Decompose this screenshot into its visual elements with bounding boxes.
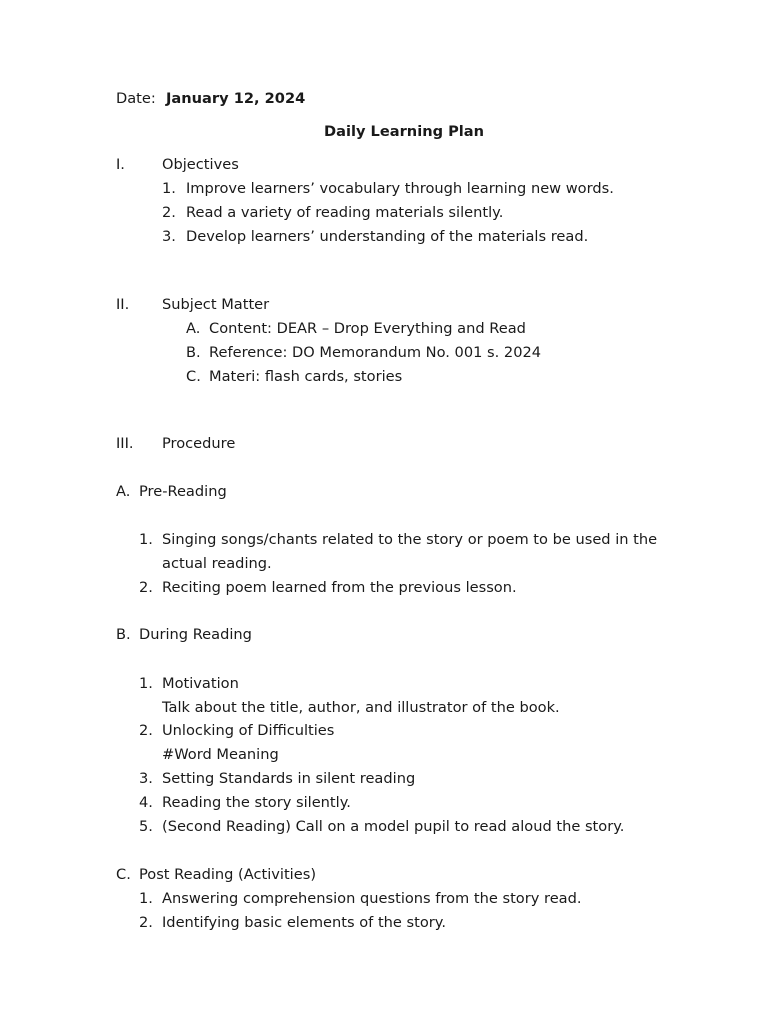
during-reading-item: Unlocking of Difficulties (162, 722, 335, 739)
subsection-heading-post-reading: Post Reading (Activities) (139, 866, 317, 883)
pre-reading-item-continuation: actual reading. (162, 555, 272, 572)
during-reading-marker: 5. (139, 818, 153, 835)
subsection-marker-during-reading: B. (116, 626, 131, 643)
post-reading-item: Identifying basic elements of the story. (162, 914, 446, 931)
subsection-heading-during-reading: During Reading (139, 626, 252, 643)
during-reading-item-detail: Talk about the title, author, and illustrator of the book. (162, 699, 560, 716)
objective-item: Improve learners’ vocabulary through learning new words. (186, 180, 614, 197)
during-reading-item: Setting Standards in silent reading (162, 770, 416, 787)
section-numeral-objectives: I. (116, 156, 125, 173)
during-reading-item: (Second Reading) Call on a model pupil to read aloud the story. (162, 818, 625, 835)
subject-matter-item: Content: DEAR – Drop Everything and Read (209, 320, 526, 337)
during-reading-marker: 4. (139, 794, 153, 811)
during-reading-marker: 2. (139, 722, 153, 739)
post-reading-item: Answering comprehension questions from the story read. (162, 890, 582, 907)
pre-reading-item: Reciting poem learned from the previous lesson. (162, 579, 517, 596)
subject-matter-marker: B. (186, 344, 201, 361)
during-reading-item: Reading the story silently. (162, 794, 351, 811)
objective-marker: 3. (162, 228, 176, 245)
date-value: January 12, 2024 (166, 90, 306, 107)
section-numeral-subject-matter: II. (116, 296, 130, 313)
section-heading-subject-matter: Subject Matter (162, 296, 270, 313)
pre-reading-item: Singing songs/chants related to the story or poem to be used in the (162, 531, 658, 548)
document-title: Daily Learning Plan (324, 123, 485, 140)
objective-item: Read a variety of reading materials silently. (186, 204, 504, 221)
during-reading-item: Motivation (162, 675, 239, 692)
subsection-marker-pre-reading: A. (116, 483, 131, 500)
post-reading-marker: 1. (139, 890, 153, 907)
section-heading-procedure: Procedure (162, 435, 236, 452)
subject-matter-marker: C. (186, 368, 201, 385)
section-numeral-procedure: III. (116, 435, 134, 452)
section-heading-objectives: Objectives (162, 156, 239, 173)
during-reading-marker: 1. (139, 675, 153, 692)
date-label: Date: (116, 90, 156, 107)
post-reading-marker: 2. (139, 914, 153, 931)
subject-matter-item: Materi: flash cards, stories (209, 368, 403, 385)
objective-marker: 1. (162, 180, 176, 197)
objective-item: Develop learners’ understanding of the materials read. (186, 228, 589, 245)
subsection-marker-post-reading: C. (116, 866, 131, 883)
subject-matter-item: Reference: DO Memorandum No. 001 s. 2024 (209, 344, 542, 361)
during-reading-marker: 3. (139, 770, 153, 787)
during-reading-item-detail: #Word Meaning (162, 746, 279, 763)
pre-reading-marker: 1. (139, 531, 153, 548)
objective-marker: 2. (162, 204, 176, 221)
subject-matter-marker: A. (186, 320, 201, 337)
pre-reading-marker: 2. (139, 579, 153, 596)
subsection-heading-pre-reading: Pre-Reading (139, 483, 227, 500)
